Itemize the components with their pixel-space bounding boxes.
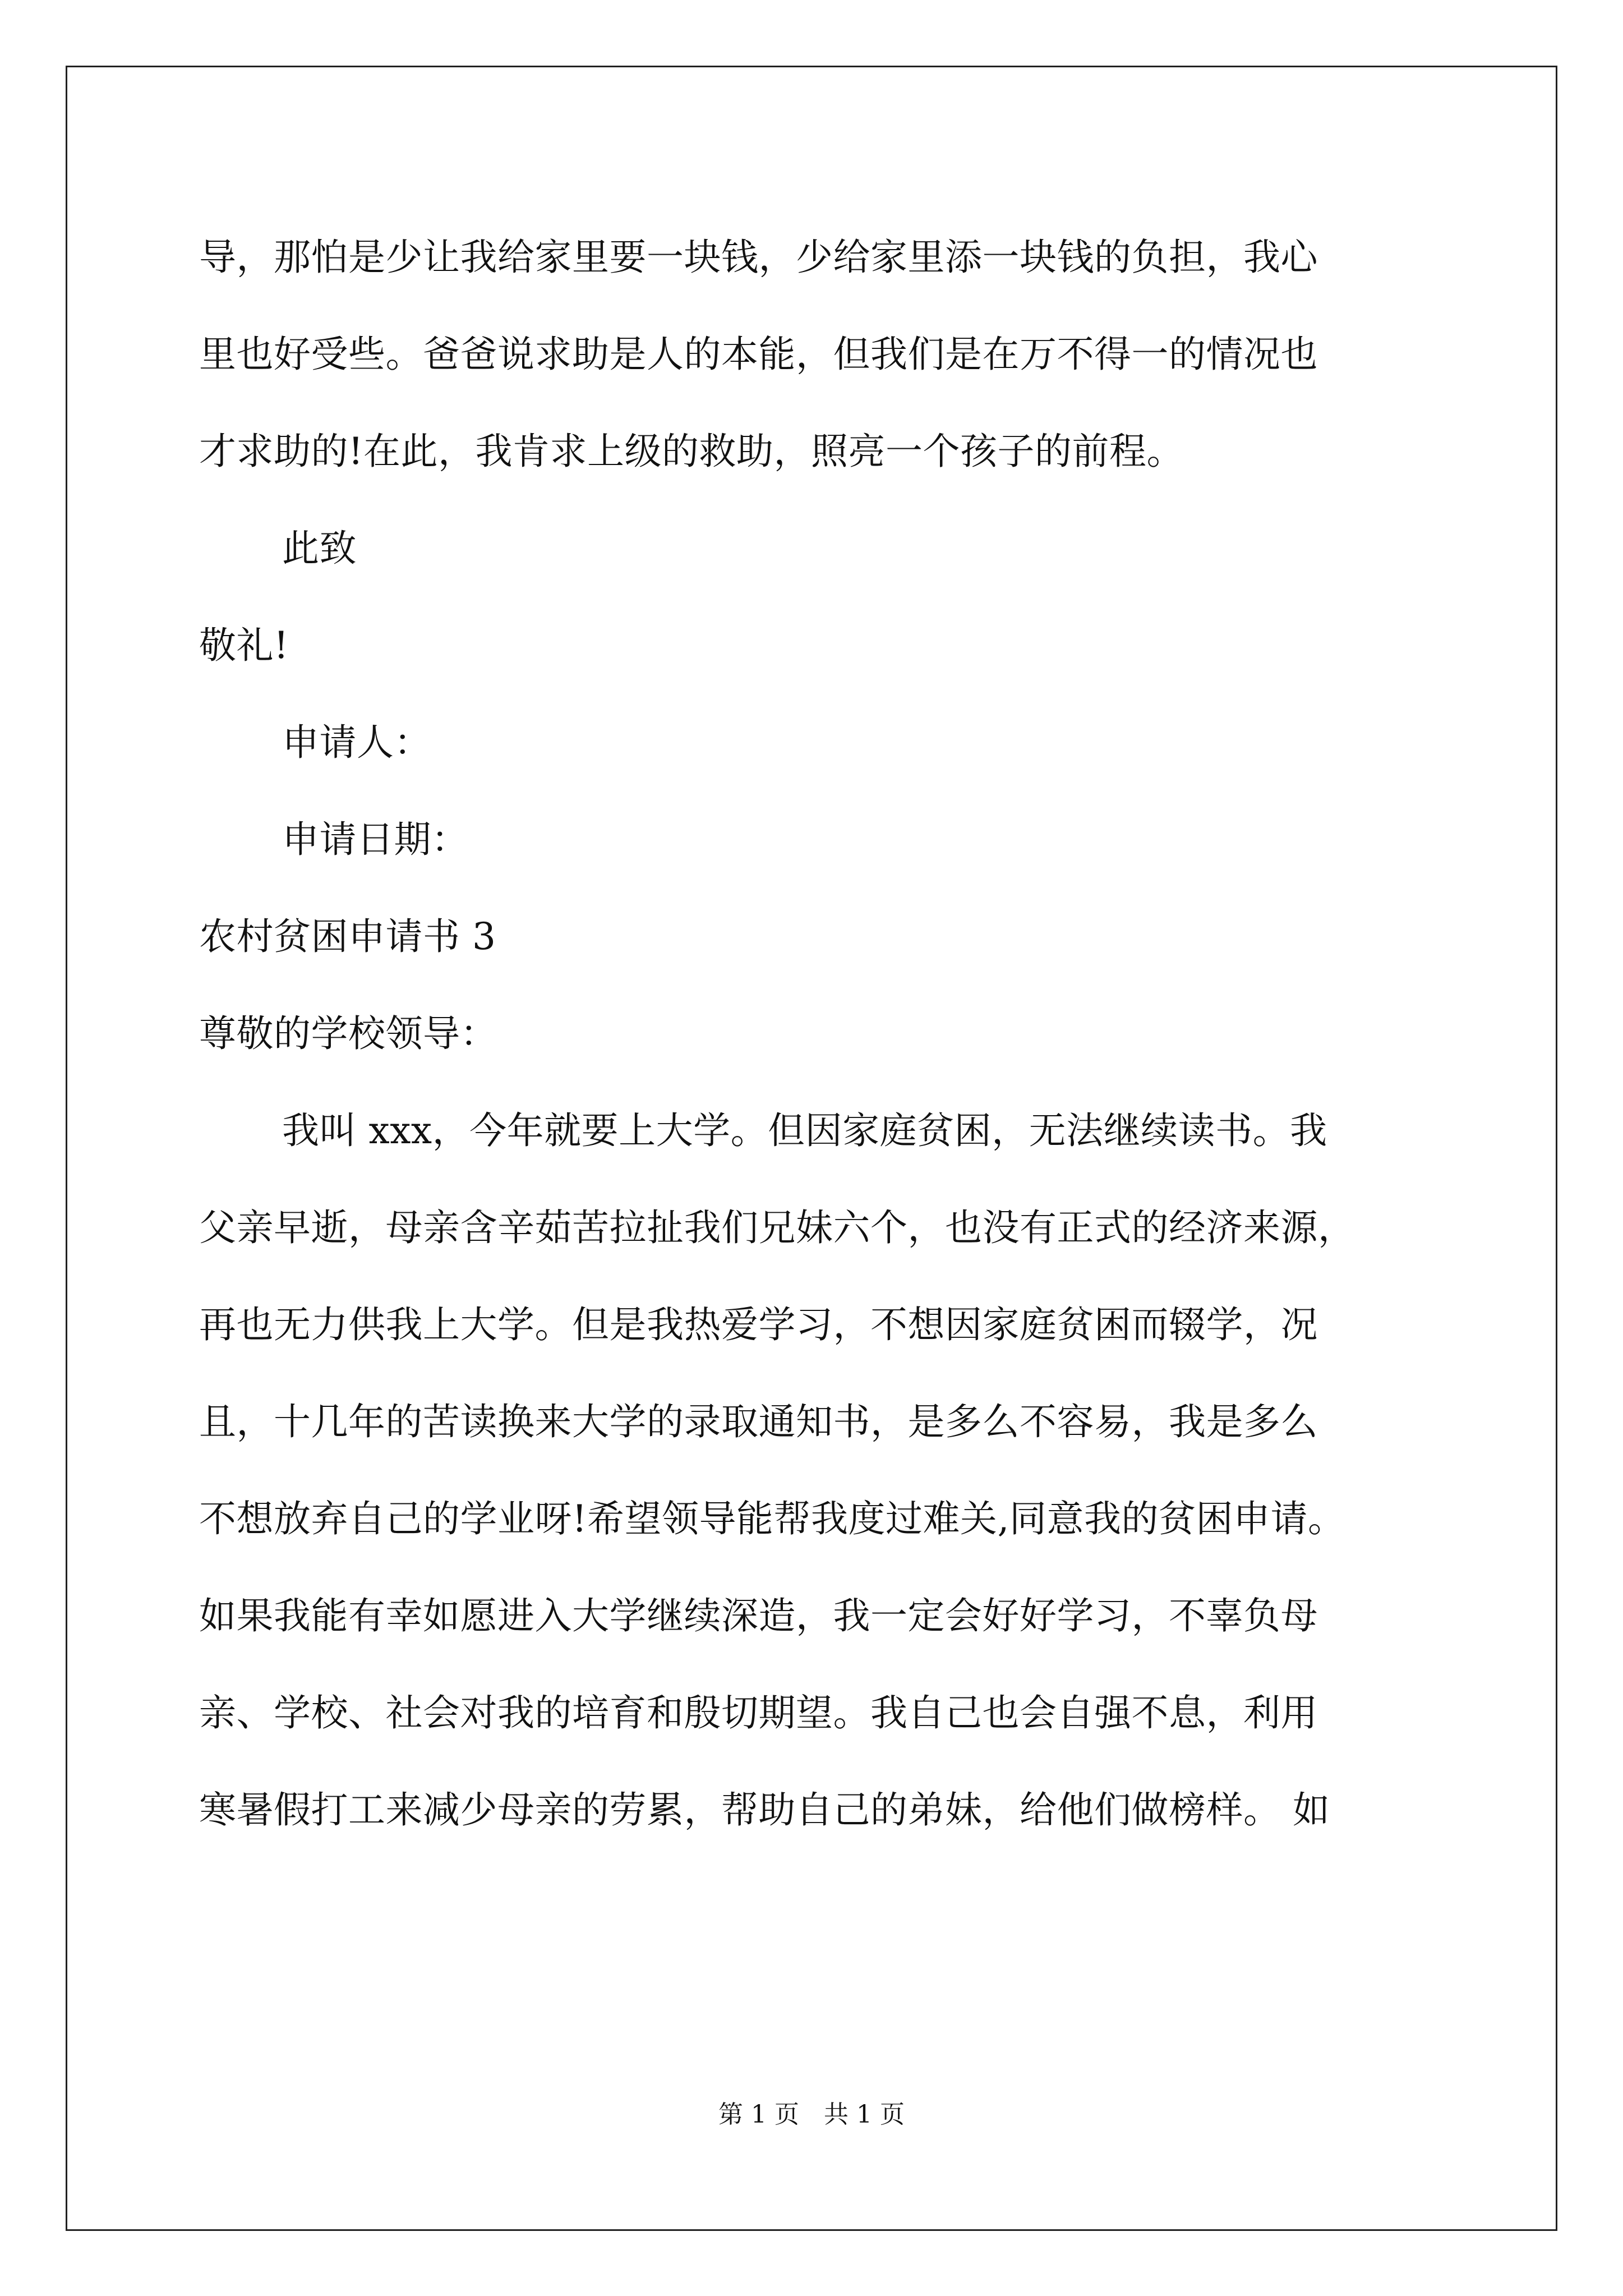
applicant-label: 申请人： (282, 721, 431, 764)
text-line: 如果我能有幸如愿进入大学继续深造，我一定会好好学习，不辜负母 (199, 1594, 1318, 1637)
closing-respect: 敬礼! (199, 624, 289, 667)
document-body (199, 209, 1455, 1858)
text-line: 里也好受些。爸爸说求助是人的本能，但我们是在万不得一的情况也 (199, 333, 1318, 376)
text-line: 寒暑假打工来减少母亲的劳累，帮助自己的弟妹，给他们做榜样。 如 (199, 1788, 1330, 1832)
text-line: 父亲早逝，母亲含辛茹苦拉扯我们兄妹六个，也没有正式的经济来源， (199, 1206, 1355, 1249)
section-title: 农村贫困申请书 3 (199, 915, 496, 958)
text-line: 不想放弃自己的学业呀!希望领导能帮我度过难关,同意我的贫困申请。 (199, 1497, 1345, 1540)
text-line: 导，那怕是少让我给家里要一块钱，少给家里添一块钱的负担，我心 (199, 236, 1318, 279)
page-number-footer: 第 1 页 共 1 页 (718, 2100, 905, 2129)
closing-salutation: 此致 (282, 527, 357, 570)
text-line: 才求助的!在此，我肯求上级的救助，照亮一个孩子的前程。 (199, 430, 1184, 473)
text-line: 再也无力供我上大学。但是我热爱学习，不想因家庭贫困而辍学，况 (199, 1303, 1318, 1346)
text-line: 我叫 xxx，今年就要上大学。但因家庭贫困，无法继续读书。我 (282, 1109, 1327, 1152)
application-date-label: 申请日期： (282, 818, 469, 861)
text-line: 亲、学校、社会对我的培育和殷切期望。我自己也会自强不息，利用 (199, 1691, 1318, 1734)
letter-greeting: 尊敬的学校领导： (199, 1012, 497, 1055)
text-line: 且，十几年的苦读换来大学的录取通知书，是多么不容易，我是多么 (199, 1400, 1318, 1443)
